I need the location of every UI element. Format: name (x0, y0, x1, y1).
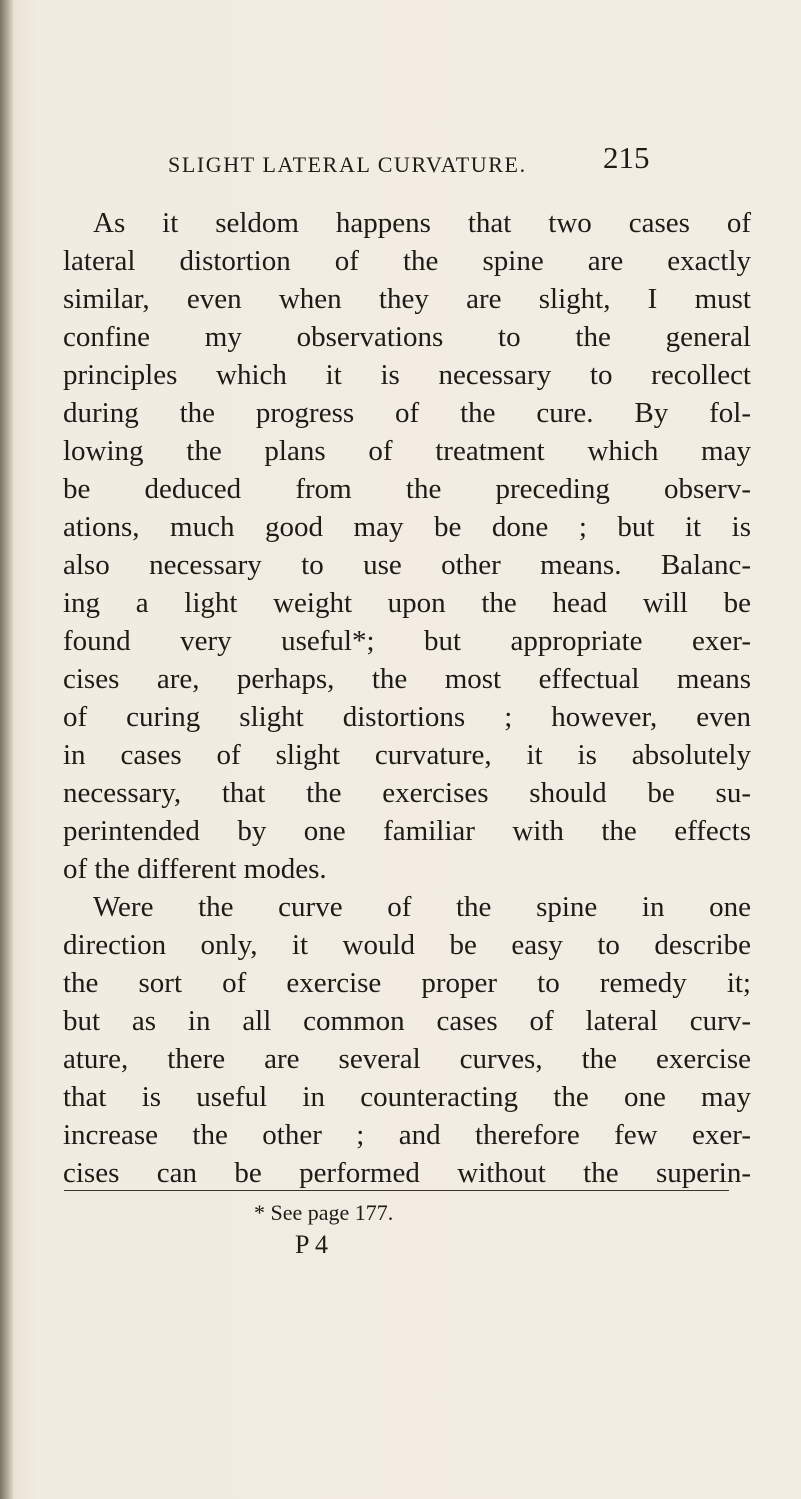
footnote-rule (64, 1190, 729, 1191)
text-line: direction only, it would be easy to describe (63, 929, 751, 961)
page-number: 215 (603, 140, 650, 175)
text-line: the sort of exercise proper to remedy it; (63, 967, 751, 999)
footnote: * See page 177. (254, 1200, 394, 1225)
text-line: that is useful in counteracting the one may (63, 1081, 751, 1113)
text-line: similar, even when they are slight, I must (63, 283, 751, 315)
text-line: As it seldom happens that two cases of (93, 207, 751, 239)
text-line: increase the other ; and therefore few exer- (63, 1119, 751, 1151)
text-line: principles which it is necessary to recollect (63, 359, 751, 391)
text-line: perintended by one familiar with the effects (63, 815, 751, 847)
page-gutter-shadow (0, 0, 14, 1499)
body-text (63, 204, 751, 1192)
text-line: lowing the plans of treatment which may (63, 435, 751, 467)
running-head-title: SLIGHT LATERAL CURVATURE. (168, 152, 527, 177)
text-line: be deduced from the preceding observ- (63, 473, 751, 505)
text-line: necessary, that the exercises should be su- (63, 777, 751, 809)
text-line: during the progress of the cure. By fol- (63, 397, 751, 429)
text-line: Were the curve of the spine in one (93, 891, 751, 923)
text-line: cises are, perhaps, the most effectual means (63, 663, 751, 695)
signature-mark: P 4 (295, 1230, 328, 1259)
text-line: lateral distortion of the spine are exactly (63, 245, 751, 277)
text-line: of the different modes. (63, 853, 327, 885)
text-line: in cases of slight curvature, it is absolutely (63, 739, 751, 771)
text-line: ing a light weight upon the head will be (63, 587, 751, 619)
text-line: confine my observations to the general (63, 321, 751, 353)
text-line: also necessary to use other means. Balanc- (63, 549, 751, 581)
text-line: ations, much good may be done ; but it is (63, 511, 751, 543)
text-line: found very useful*; but appropriate exer- (63, 625, 751, 657)
text-line: ature, there are several curves, the exercise (63, 1043, 751, 1075)
text-line: cises can be performed without the superin- (63, 1157, 751, 1189)
text-line: but as in all common cases of lateral curv- (63, 1005, 751, 1037)
text-line: of curing slight distortions ; however, even (63, 701, 751, 733)
